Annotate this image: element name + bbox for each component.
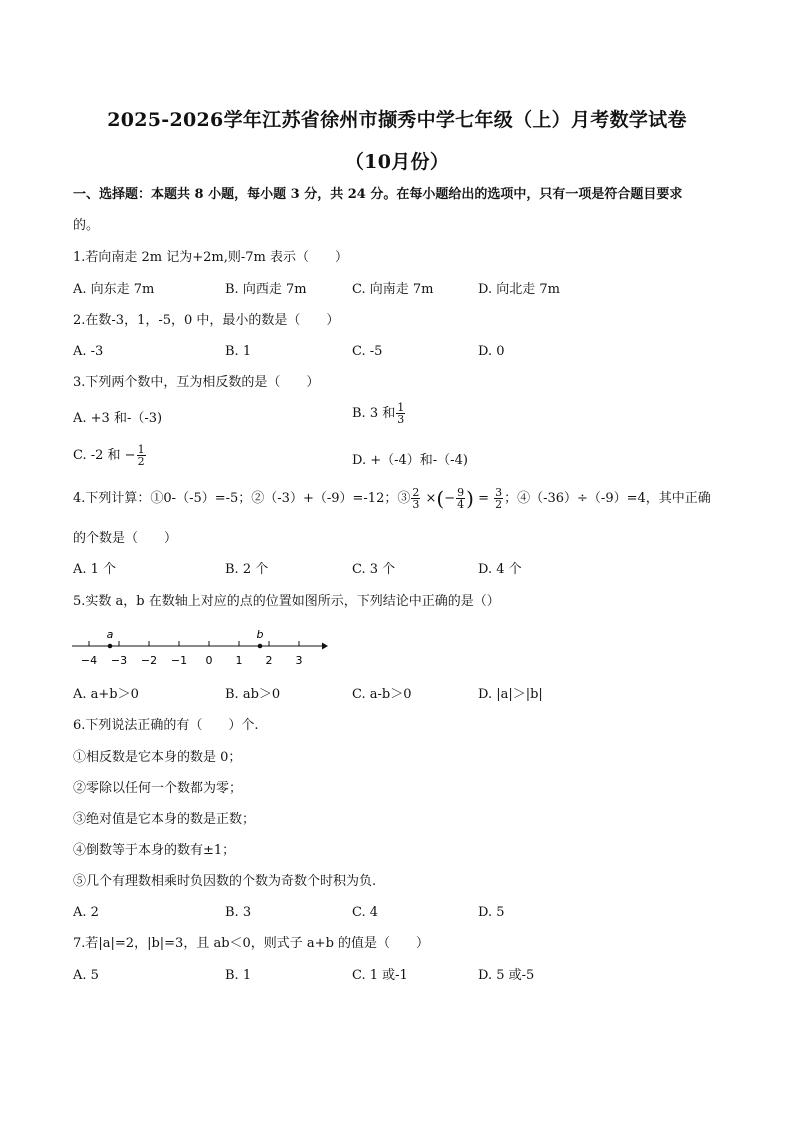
- section-intro-line2: 的。: [73, 218, 100, 233]
- number-line-figure: [70, 626, 330, 670]
- q7-option-c: C. 1 或-1: [352, 968, 408, 983]
- question-2-stem: 2.在数-3，1，-5，0 中，最小的数是（ ）: [73, 313, 340, 328]
- q2-option-a: A. -3: [73, 344, 104, 359]
- q1-option-a: A. 向东走 7m: [73, 282, 155, 297]
- number-line-tick-label: 1: [235, 654, 243, 667]
- q4-option-a: A. 1 个: [73, 562, 117, 577]
- q5-option-b: B. ab＞0: [225, 687, 281, 702]
- q4-option-c: C. 3 个: [352, 562, 396, 577]
- question-3-stem: 3.下列两个数中，互为相反数的是（ ）: [73, 375, 320, 390]
- question-6-stem: 6.下列说法正确的有（ ）个.: [73, 718, 259, 733]
- q3-option-d: D. +（-4）和-（-4): [352, 453, 468, 468]
- q4-fraction-3: $\frac{3}{2}$: [495, 486, 503, 511]
- number-line-tick-label: −3: [110, 654, 128, 667]
- q3-option-c-fraction: $\frac{1}{2}$: [137, 443, 145, 468]
- exam-subtitle: （10月份）: [344, 151, 450, 173]
- question-4-stem-line1: 4.下列计算：①0-（-5）=-5；②（-3）+（-9）=-12；③ $\frac{2}{3}$ ×(− $\frac{9}{4}$ ) = $\frac{3}{2}$ ；④（-36）÷（-9）=4，其中正确: [73, 486, 711, 511]
- number-line-tick-label: 2: [265, 654, 273, 667]
- point-b: [258, 644, 263, 649]
- question-4-stem-line2: 的个数是（ ）: [73, 531, 178, 546]
- q5-option-a: A. a+b＞0: [73, 687, 139, 702]
- q4-option-d: D. 4 个: [478, 562, 522, 577]
- q6-statement-5: ⑤几个有理数相乘时负因数的个数为奇数个时积为负.: [73, 874, 377, 889]
- q6-statement-2: ②零除以任何一个数都为零；: [73, 781, 243, 796]
- point-a-label: a: [106, 628, 114, 641]
- number-line-tick-label: 0: [205, 654, 213, 667]
- q6-option-b: B. 3: [225, 905, 252, 920]
- q1-option-d: D. 向北走 7m: [478, 282, 560, 297]
- number-line-tick-label: −2: [140, 654, 158, 667]
- q5-option-d: D. |a|＞|b|: [478, 687, 543, 702]
- question-7-stem: 7.若|a|=2，|b|=3，且 ab＜0，则式子 a+b 的值是（ ）: [73, 936, 430, 951]
- q6-statement-4: ④倒数等于本身的数有±1；: [73, 843, 236, 858]
- q5-option-c: C. a-b＞0: [352, 687, 412, 702]
- q4-fraction-2: $\frac{9}{4}$: [457, 486, 465, 511]
- q6-option-c: C. 4: [352, 905, 379, 920]
- q2-option-c: C. -5: [352, 344, 383, 359]
- question-1-stem: 1.若向南走 2m 记为+2m,则-7m 表示（ ）: [73, 250, 349, 265]
- q6-statement-3: ③绝对值是它本身的数是正数；: [73, 812, 256, 827]
- q3-option-a: A. +3 和-（-3): [73, 411, 163, 426]
- q2-option-b: B. 1: [225, 344, 252, 359]
- q3-option-b-fraction: $\frac{1}{3}$: [397, 401, 405, 426]
- point-b-label: b: [256, 628, 264, 641]
- section-intro-line1: 一、选择题：本题共 8 小题，每小题 3 分，共 24 分。在每小题给出的选项中，只有一项是符合题目要求: [73, 187, 683, 202]
- q3-option-c: C. -2 和 − $\frac{1}{2}$: [73, 443, 145, 468]
- q1-option-c: C. 向南走 7m: [352, 282, 434, 297]
- q4-option-b: B. 2 个: [225, 562, 269, 577]
- q7-option-a: A. 5: [73, 968, 99, 983]
- q7-option-d: D. 5 或-5: [478, 968, 535, 983]
- q4-fraction-1: $\frac{2}{3}$: [412, 486, 420, 511]
- q2-option-d: D. 0: [478, 344, 505, 359]
- number-line-arrow: [322, 643, 328, 650]
- q7-option-b: B. 1: [225, 968, 252, 983]
- q6-option-d: D. 5: [478, 905, 505, 920]
- number-line-tick-label: −1: [170, 654, 188, 667]
- q3-option-b: B. 3 和 $\frac{1}{3}$: [352, 401, 405, 426]
- number-line-tick-label: −4: [80, 654, 98, 667]
- exam-title: 2025-2026学年江苏省徐州市撷秀中学七年级（上）月考数学试卷: [107, 109, 687, 131]
- q1-option-b: B. 向西走 7m: [225, 282, 307, 297]
- question-5-stem: 5.实数 a，b 在数轴上对应的点的位置如图所示，下列结论中正确的是（）: [73, 594, 500, 609]
- point-a: [108, 644, 113, 649]
- number-line-tick-label: 3: [295, 654, 303, 667]
- q6-option-a: A. 2: [73, 905, 99, 920]
- q6-statement-1: ①相反数是它本身的数是 0；: [73, 750, 242, 765]
